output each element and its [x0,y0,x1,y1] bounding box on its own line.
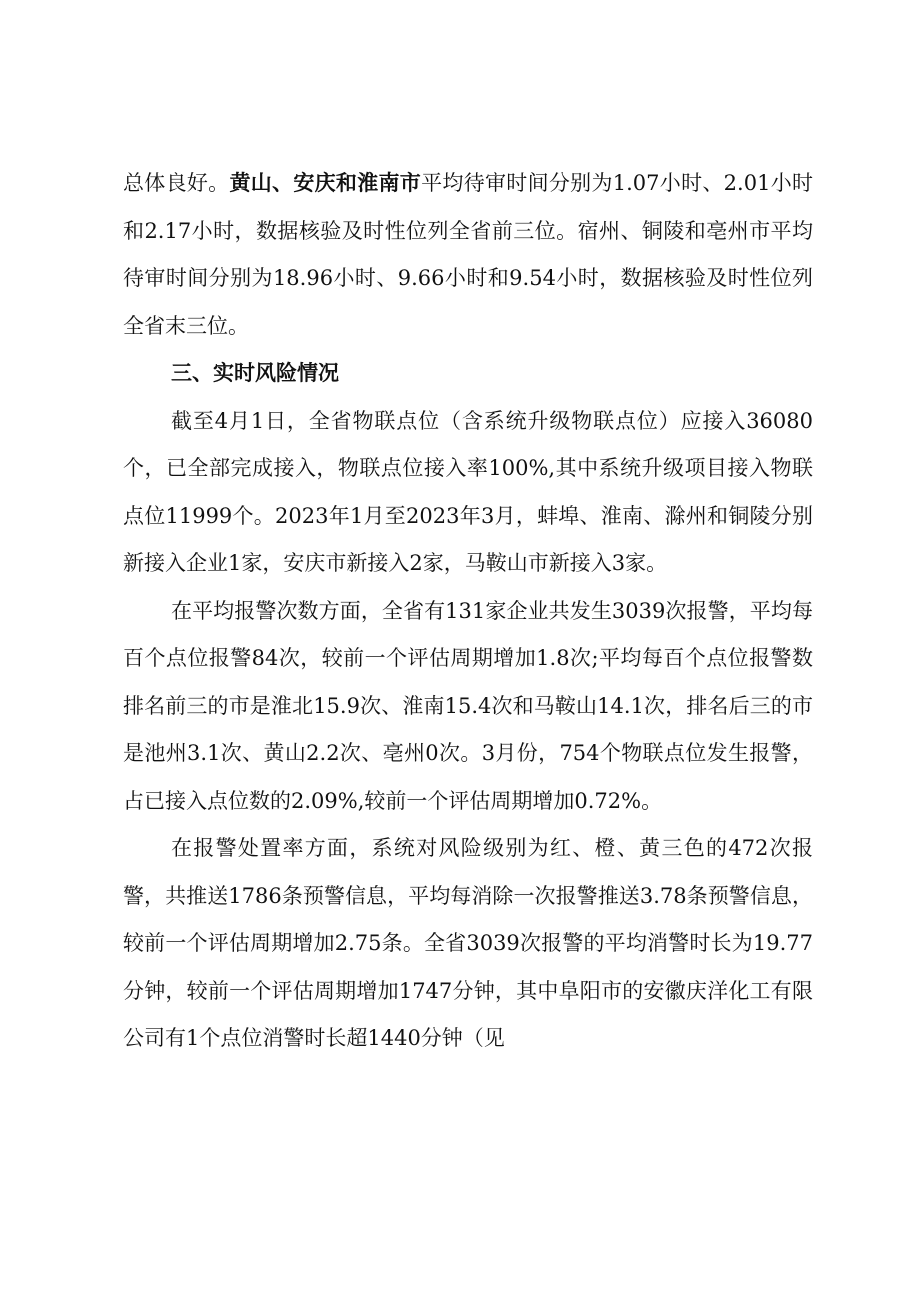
section-heading-realtime-risk: 三、实时风险情况 [171,361,339,385]
paragraph-rest-text: 平均待审时间分别为1.07小时、2.01小时和2.17小时，数据核验及时性位列全省前三位。宿州、铜陵和亳州市平均待审时间分别为18.96小时、9.66小时和9.54小时，数据核验及时性位列全省末三位。 [123,171,814,338]
paragraph-iot-access: 截至4月1日，全省物联点位（含系统升级物联点位）应接入36080个，已全部完成接入，物联点位接入率100%,其中系统升级项目接入物联点位11999个。2023年1月至2023年3月，蚌埠、淮南、滁州和铜陵分别新接入企业1家，安庆市新接入2家，马鞍山市新接入3家。 [123,408,813,575]
document-body [123,160,813,1063]
paragraph-alarm-count: 在平均报警次数方面，全省有131家企业共发生3039次报警，平均每百个点位报警84次，较前一个评估周期增加1.8次;平均每百个点位报警数排名前三的市是淮北15.9次、淮南15.4次和马鞍山14.1次，排名后三的市是池州3.1次、黄山2.2次、亳州0次。3月份，754个物联点位发生报警，占已接入点位数的2.09%,较前一个评估周期增加0.72%。 [123,598,813,813]
paragraph-alarm-handling: 在报警处置率方面，系统对风险级别为红、橙、黄三色的472次报警，共推送1786条预警信息，平均每消除一次报警推送3.78条预警信息，较前一个评估周期增加2.75条。全省3039次报警的平均消警时长为19.77分钟，较前一个评估周期增加1747分钟，其中阜阳市的安徽庆洋化工有限公司有1个点位消警时长超1440分钟（见 [123,836,813,1050]
top-cities-bold: 黄山、安庆和淮南市 [229,171,422,195]
paragraph-lead-text: 总体良好。 [123,171,230,195]
paragraph-data-timeliness [123,160,813,350]
